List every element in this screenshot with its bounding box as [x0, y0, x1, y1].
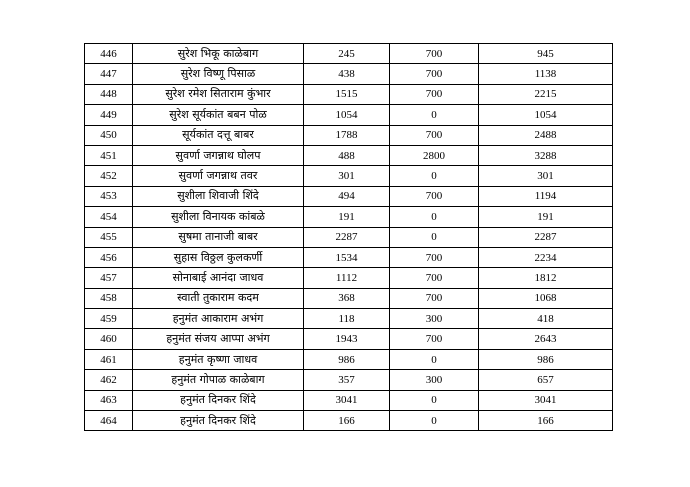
- total-cell: 1054: [479, 105, 613, 125]
- table-row: [85, 309, 613, 329]
- table-row: [85, 227, 613, 247]
- table-row: [85, 125, 613, 145]
- table-row: [85, 145, 613, 165]
- second-amount-cell: 700: [390, 44, 479, 64]
- amount-cell: 368: [304, 288, 390, 308]
- amount-cell: 245: [304, 44, 390, 64]
- member-name-cell: हनुमंत आकाराम अभंग: [133, 309, 304, 329]
- second-amount-cell: 300: [390, 370, 479, 390]
- table-row: [85, 166, 613, 186]
- table-row: [85, 64, 613, 84]
- member-name-cell: सुरेश सूर्यकांत बबन पोळ: [133, 105, 304, 125]
- table-row: [85, 268, 613, 288]
- second-amount-cell: 700: [390, 247, 479, 267]
- member-name-cell: सुशीला शिवाजी शिंदे: [133, 186, 304, 206]
- member-name-cell: सुषमा तानाजी बाबर: [133, 227, 304, 247]
- member-name-cell: सुरेश विष्णू पिसाळ: [133, 64, 304, 84]
- amount-cell: 494: [304, 186, 390, 206]
- amount-cell: 986: [304, 349, 390, 369]
- member-name-cell: सुवर्णा जगन्नाथ घोलप: [133, 145, 304, 165]
- second-amount-cell: 300: [390, 309, 479, 329]
- table-row: [85, 207, 613, 227]
- amount-cell: 2287: [304, 227, 390, 247]
- table-row: [85, 349, 613, 369]
- second-amount-cell: 0: [390, 411, 479, 431]
- serial-number-cell: 462: [85, 370, 133, 390]
- second-amount-cell: 2800: [390, 145, 479, 165]
- amount-cell: 191: [304, 207, 390, 227]
- total-cell: 166: [479, 411, 613, 431]
- serial-number-cell: 449: [85, 105, 133, 125]
- second-amount-cell: 700: [390, 64, 479, 84]
- amount-cell: 118: [304, 309, 390, 329]
- serial-number-cell: 451: [85, 145, 133, 165]
- member-name-cell: हनुमंत गोपाळ काळेबाग: [133, 370, 304, 390]
- member-name-cell: स्वाती तुकाराम कदम: [133, 288, 304, 308]
- amount-cell: 301: [304, 166, 390, 186]
- second-amount-cell: 700: [390, 125, 479, 145]
- member-name-cell: सूर्यकांत दत्तू बाबर: [133, 125, 304, 145]
- member-name-cell: हनुमंत संजय आप्पा अभंग: [133, 329, 304, 349]
- ledger-body: [85, 44, 613, 431]
- total-cell: 2488: [479, 125, 613, 145]
- total-cell: 1138: [479, 64, 613, 84]
- member-name-cell: हनुमंत दिनकर शिंदे: [133, 390, 304, 410]
- table-row: [85, 84, 613, 104]
- serial-number-cell: 448: [85, 84, 133, 104]
- second-amount-cell: 700: [390, 288, 479, 308]
- member-name-cell: हनुमंत दिनकर शिंदे: [133, 411, 304, 431]
- serial-number-cell: 458: [85, 288, 133, 308]
- total-cell: 986: [479, 349, 613, 369]
- member-name-cell: सुरेश भिकू काळेबाग: [133, 44, 304, 64]
- total-cell: 418: [479, 309, 613, 329]
- ledger-table: [84, 43, 613, 431]
- amount-cell: 166: [304, 411, 390, 431]
- serial-number-cell: 453: [85, 186, 133, 206]
- amount-cell: 357: [304, 370, 390, 390]
- total-cell: 2234: [479, 247, 613, 267]
- serial-number-cell: 463: [85, 390, 133, 410]
- amount-cell: 1515: [304, 84, 390, 104]
- serial-number-cell: 455: [85, 227, 133, 247]
- table-row: [85, 44, 613, 64]
- total-cell: 301: [479, 166, 613, 186]
- second-amount-cell: 700: [390, 329, 479, 349]
- second-amount-cell: 700: [390, 84, 479, 104]
- member-name-cell: हनुमंत कृष्णा जाधव: [133, 349, 304, 369]
- serial-number-cell: 447: [85, 64, 133, 84]
- amount-cell: 488: [304, 145, 390, 165]
- table-row: [85, 105, 613, 125]
- total-cell: 2287: [479, 227, 613, 247]
- serial-number-cell: 457: [85, 268, 133, 288]
- amount-cell: 1534: [304, 247, 390, 267]
- total-cell: 1812: [479, 268, 613, 288]
- second-amount-cell: 0: [390, 349, 479, 369]
- second-amount-cell: 0: [390, 166, 479, 186]
- total-cell: 3041: [479, 390, 613, 410]
- table-row: [85, 390, 613, 410]
- serial-number-cell: 461: [85, 349, 133, 369]
- serial-number-cell: 460: [85, 329, 133, 349]
- table-row: [85, 247, 613, 267]
- total-cell: 1068: [479, 288, 613, 308]
- amount-cell: 1112: [304, 268, 390, 288]
- serial-number-cell: 446: [85, 44, 133, 64]
- second-amount-cell: 700: [390, 268, 479, 288]
- total-cell: 2643: [479, 329, 613, 349]
- member-name-cell: सुहास विठ्ठल कुलकर्णी: [133, 247, 304, 267]
- serial-number-cell: 452: [85, 166, 133, 186]
- amount-cell: 1943: [304, 329, 390, 349]
- amount-cell: 1054: [304, 105, 390, 125]
- amount-cell: 1788: [304, 125, 390, 145]
- second-amount-cell: 0: [390, 105, 479, 125]
- second-amount-cell: 700: [390, 186, 479, 206]
- second-amount-cell: 0: [390, 207, 479, 227]
- amount-cell: 3041: [304, 390, 390, 410]
- serial-number-cell: 450: [85, 125, 133, 145]
- table-row: [85, 288, 613, 308]
- serial-number-cell: 456: [85, 247, 133, 267]
- total-cell: 191: [479, 207, 613, 227]
- member-name-cell: सुरेश रमेश सिताराम कुंभार: [133, 84, 304, 104]
- total-cell: 1194: [479, 186, 613, 206]
- serial-number-cell: 464: [85, 411, 133, 431]
- total-cell: 3288: [479, 145, 613, 165]
- serial-number-cell: 459: [85, 309, 133, 329]
- total-cell: 945: [479, 44, 613, 64]
- table-row: [85, 370, 613, 390]
- member-name-cell: सुवर्णा जगन्नाथ तवर: [133, 166, 304, 186]
- total-cell: 657: [479, 370, 613, 390]
- amount-cell: 438: [304, 64, 390, 84]
- table-row: [85, 186, 613, 206]
- table-row: [85, 329, 613, 349]
- member-name-cell: सोनाबाई आनंदा जाधव: [133, 268, 304, 288]
- second-amount-cell: 0: [390, 227, 479, 247]
- serial-number-cell: 454: [85, 207, 133, 227]
- second-amount-cell: 0: [390, 390, 479, 410]
- total-cell: 2215: [479, 84, 613, 104]
- table-row: [85, 411, 613, 431]
- member-name-cell: सुशीला विनायक कांबळे: [133, 207, 304, 227]
